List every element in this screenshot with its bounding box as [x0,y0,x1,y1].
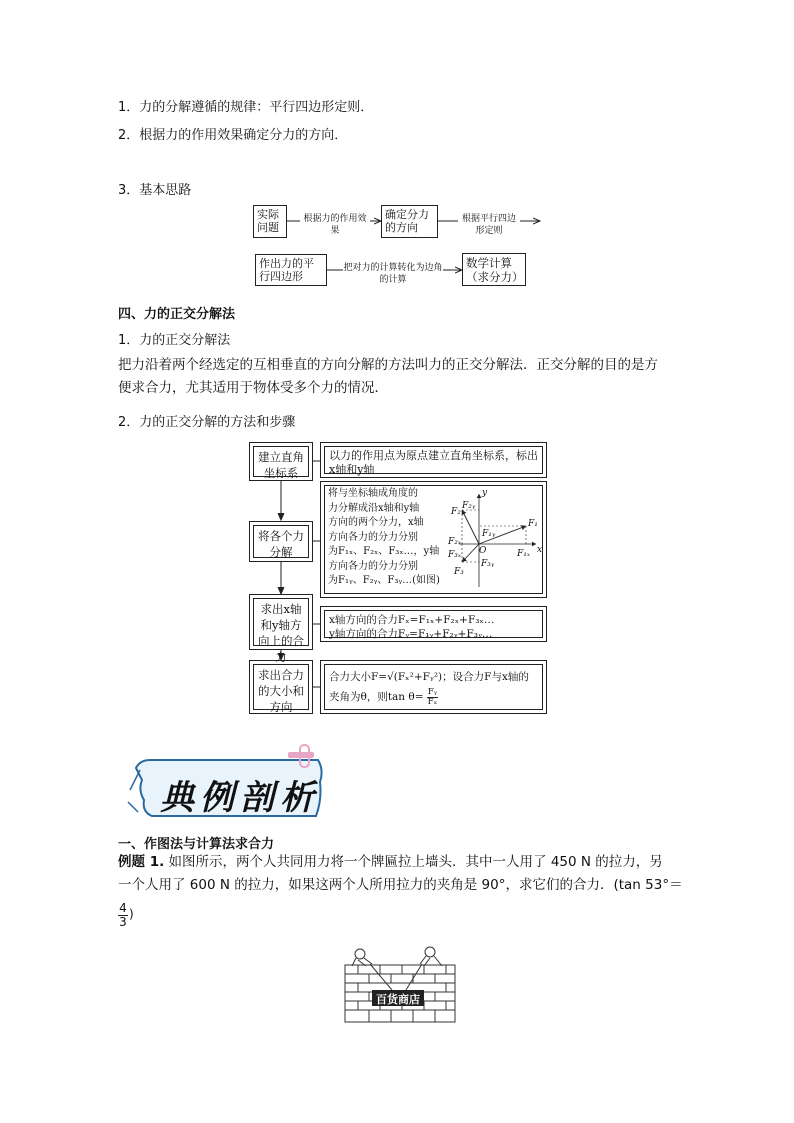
step-label-1: 建立直角坐标系 [253,446,309,477]
axis-x-label: x [537,545,543,555]
flow-box-math: 数学计算（求分力） [462,253,526,286]
example-line-2: 一个人用了 600 N 的拉力，如果这两个人所用拉力的夹角是 90°，求它们的合力．(tan 53°＝ [118,877,683,893]
paragraph-line-1: 把力沿着两个经选定的互相垂直的方向分解的方法叫力的正交分解法．正交分解的目的是方 [118,357,658,373]
orthogonal-heading: 1．力的正交分解法 [118,333,231,348]
step-label-4: 求出合力的大小和方向 [253,664,309,710]
steps-heading: 2．力的正交分解的方法和步骤 [118,415,296,430]
flow-label-convert: 把对力的计算转化为边角的计算 [343,263,443,285]
desc2-line: 为F₁ₓ、F₂ₓ、F₃ₓ…，y轴 [328,546,440,557]
desc2-line: 力分解成沿x轴和y轴 [328,502,420,514]
flow-box-parallelogram: 作出力的平行四边形 [255,254,327,286]
step-label-3: 求出x轴和y轴方向上的合力 [253,598,309,646]
desc3-line-y: y轴方向的合力Fᵧ=F₁ᵧ+F₂ᵧ+F₃ᵧ… [329,628,493,640]
direction-line: 2．根据力的作用效果确定分力的方向． [118,128,348,143]
desc2-line: 方向各力的分力分别 [328,560,418,572]
f2-label: F₂ [451,507,461,517]
desc-text-1: 以力的作用点为原点建立直角坐标系，标出x轴和y轴 [324,446,543,474]
flow-label-effect: 根据力的作用效果 [300,213,370,237]
axis-y-label: y [482,488,488,498]
example-label: 例题 1. [118,854,165,870]
f1y-label: F₁ᵧ [482,529,496,539]
example-text-a: 如图所示，两个人共同用力将一个牌匾拉上墙头．其中一人用了 450 N 的拉力，另 [168,854,663,870]
f2x-label: F₂ₓ [448,537,462,547]
desc4-text: 夹角为θ，则tan θ= [329,691,424,703]
step-label-2: 将各个力分解 [253,525,309,558]
fraction-numerator: 4 [119,901,127,915]
tan-numerator: Fᵧ [427,686,437,697]
f3y-label: F₃ᵧ [481,559,495,569]
desc3-line-x: x轴方向的合力Fₓ=F₁ₓ+F₂ₓ+F₃ₓ… [329,614,495,626]
fraction-denominator: 3 [119,915,127,929]
desc2-line: 将与坐标轴成角度的 [328,488,418,499]
origin-label: O [479,546,487,556]
desc2-line: 方向的两个分力，x轴 [328,517,424,528]
f1x-label: F₁ₓ [517,549,531,559]
desc2-line: 为F₁ᵧ、F₂ᵧ、F₃ᵧ…(如图) [328,575,440,586]
flow-label-rule: 根据平行四边形定则 [458,213,520,237]
section-heading-4: 四、力的正交分解法 [118,307,236,322]
fraction-close-paren: ) [129,907,134,921]
f3-label: F₃ [454,567,464,577]
rule-line: 1．力的分解遵循的规律：平行四边形定则． [118,100,374,115]
shop-sign-text: 百货商店 [376,993,420,1006]
flow-box-direction: 确定分力的方向 [381,205,438,238]
f3x-label: F₃ₓ [448,550,462,560]
flow-box-problem: 实际问题 [253,205,287,238]
idea-heading: 3．基本思路 [118,183,192,198]
f2y-label: F₂ᵧ [462,501,476,511]
desc2-line: 方向各力的分力分别 [328,531,418,543]
f1-label: F₁ [528,519,538,529]
paragraph-line-2: 便求合力，尤其适用于物体受多个力的情况． [118,380,388,396]
section-heading-example: 一、作图法与计算法求合力 [118,837,275,852]
tan-denominator: Fₓ [427,696,438,707]
desc4-line-1: 合力大小F=√(Fₓ²+Fᵧ²)；设合力F与x轴的 [329,671,529,683]
banner-title: 典例剖析 [160,778,320,818]
